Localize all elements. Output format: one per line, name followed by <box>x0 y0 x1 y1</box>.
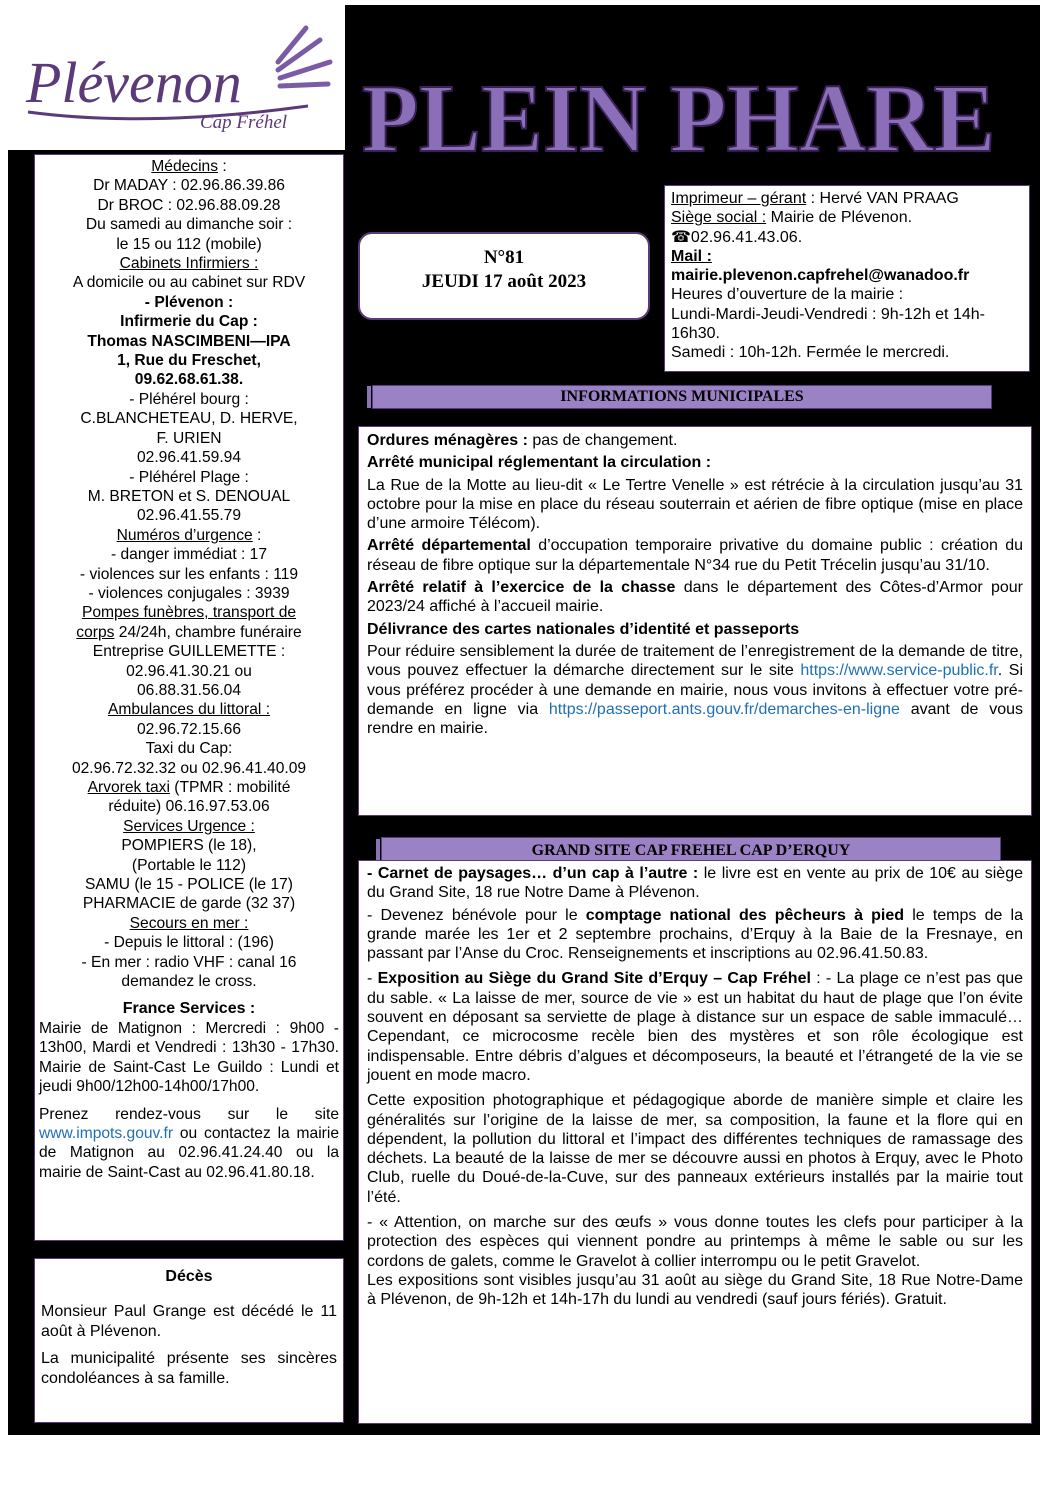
france-services-title: France Services : <box>122 1000 256 1018</box>
medecins-label: Médecins <box>151 158 219 175</box>
plage-phone: 02.96.41.55.79 <box>136 507 242 525</box>
logo-name: Plévenon <box>26 50 242 115</box>
infirmiers-line: A domicile ou au cabinet sur RDV <box>72 274 306 292</box>
france-services-text: Mairie de Matignon : Mercredi : 9h00 - 13h00, Mardi et Vendredi : 13h30 - 17h30. Mairie de Saint-Cast Le Guildo : Lundi et jeudi 9h00/12h00-14h00/17h00. <box>39 1019 339 1096</box>
grand-site-banner: GRAND SITE CAP FREHEL CAP D’ERQUY <box>381 837 1001 861</box>
urien: F. URIEN <box>156 429 222 447</box>
ambulances-label: Ambulances du littoral : <box>107 701 271 719</box>
banner-mark <box>367 386 371 408</box>
medecins-colon: : <box>218 158 227 175</box>
urgence-colon: : <box>252 526 262 544</box>
circulation-text: La Rue de la Motte au lieu-dit « Le Tertre Venelle » est rétrécie à la circulation jusqu’au 31 octobre pour la mise en place du réseau souterrain et aérien de fibre optique (mise en place d’une armoire Télécom). <box>367 476 1023 533</box>
nascimbeni: Thomas NASCIMBENI—IPA <box>87 332 291 350</box>
enfants-line: - violences sur les enfants : 119 <box>79 565 299 583</box>
arrete-dep-title: Arrêté départemental <box>367 537 531 555</box>
secours-cross: demandez le cross. <box>121 973 257 991</box>
printer-label: Imprimeur – gérant <box>671 190 807 207</box>
masthead-title <box>350 48 1040 168</box>
freschet-phone: 09.62.68.61.38. <box>134 371 244 389</box>
pompes-label-2: corps <box>76 623 115 641</box>
expo-dash: - <box>367 970 378 988</box>
cni-title: Délivrance des cartes nationales d’identité et passeports <box>367 620 800 638</box>
pompiers: POMPIERS (le 18), <box>121 837 257 855</box>
phone: ☎02.96.41.43.06. <box>671 228 803 246</box>
service-public-link[interactable]: https://www.service-public.fr <box>800 662 998 680</box>
hours-saturday: Samedi : 10h-12h. Fermée le mercredi. <box>671 344 950 362</box>
doctor-broc: Dr BROC : 02.96.88.09.28 <box>97 196 281 214</box>
breton-denoual: M. BRETON et S. DENOUAL <box>87 487 291 505</box>
cni-text-3: avant de vous rendre en mairie. <box>367 700 1023 738</box>
chasse-title: Arrêté relatif à l’exercice de la chasse <box>367 579 676 597</box>
benevole-paragraph <box>367 906 1023 964</box>
ambulances-phone: 02.96.72.15.66 <box>136 720 242 738</box>
rdv-text-1: Prenez rendez-vous sur le site <box>39 1105 339 1123</box>
pharmacie: PHARMACIE de garde (32 37) <box>82 895 296 913</box>
cni-text-2: . Si vous préférez procéder à une demande en mairie, nous vous invitons à effectuer votre pré-demande en ligne via <box>367 662 1023 718</box>
guillemette-phone-1: 02.96.41.30.21 ou <box>126 662 252 680</box>
masthead-title-text: PLEIN PHARE <box>361 63 996 168</box>
mail-label: Mail : <box>671 247 712 265</box>
expo-paragraph <box>367 969 1023 1085</box>
printer-line <box>671 189 1023 208</box>
seat-line <box>671 208 1023 227</box>
rdv-paragraph <box>39 1105 339 1183</box>
cni-text-1: Pour réduire sensiblement la durée de traitement de l’enregistrement de la demande de titre, vous pouvez effectuer la démarche directement sur le site <box>367 642 1023 680</box>
blancheteau: C.BLANCHETEAU, D. HERVE, <box>80 410 298 428</box>
urgence-label: Numéros d’urgence <box>116 526 253 544</box>
contacts-box <box>34 154 344 1241</box>
impots-link[interactable]: www.impots.gouv.fr <box>39 1124 174 1142</box>
weekend-line-2: le 15 ou 112 (mobile) <box>116 235 262 253</box>
logo-graphic <box>8 10 338 145</box>
pompes-rest: 24/24h, chambre funéraire <box>114 623 302 641</box>
danger-line: - danger immédiat : 17 <box>110 546 267 564</box>
hours-weekdays: Lundi-Mardi-Jeudi-Vendredi : 9h-12h et 14h-16h30. <box>671 305 985 343</box>
benevole-bold: comptage national des pêcheurs à pied <box>585 906 905 924</box>
pleherel-plage: - Pléhérel Plage : <box>129 468 249 486</box>
services-label: Services Urgence : <box>123 817 255 835</box>
guillemette-phone-2: 06.88.31.56.04 <box>136 681 242 699</box>
arrete-dep-text: d’occupation temporaire privative du domaine public : création du réseau de fibre optique sur la départementale N°34 rue du Petit Trécelin jusqu’au 31/10. <box>367 537 1024 574</box>
deces-text: Monsieur Paul Grange est décédé le 11 août à Plévenon. <box>41 1303 337 1340</box>
lighthouse-beam-icon <box>278 28 330 86</box>
oeufs-text: - « Attention, on marche sur des œufs » vous donne toutes les clefs pour participer à la protection des espèces qui viennent pondre au printemps à même le sable ou sur les cordons de galets, comme le Gravelot à collier interrompu ou le petit Gravelot. <box>367 1214 1023 1270</box>
secours-label: Secours en mer : <box>129 914 249 932</box>
deces-title: Décès <box>165 1268 213 1285</box>
rdv-text-2: ou contactez la mairie de Matignon au 02.96.41.24.40 ou la mairie de Saint-Cast au 02.96.41.80.18. <box>39 1124 339 1181</box>
benevole-text-1: - Devenez bénévole pour le <box>367 906 586 924</box>
doctor-maday: Dr MADAY : 02.96.86.39.86 <box>93 177 285 195</box>
portable: (Portable le 112) <box>131 856 247 874</box>
taxi-cap-phone: 02.96.72.32.32 ou 02.96.41.40.09 <box>71 759 307 777</box>
arvorek-phone: réduite) 06.16.97.53.06 <box>108 798 270 816</box>
freschet-address: 1, Rue du Freschet, <box>117 352 261 370</box>
deces-box <box>34 1258 344 1423</box>
banner-mark-2 <box>376 839 380 861</box>
pompes-label: Pompes funèbres, transport de <box>81 604 297 622</box>
issue-date: JEUDI 17 août 2023 <box>421 271 587 292</box>
circulation-title: Arrêté municipal réglementant la circulation : <box>367 454 712 472</box>
taxi-cap: Taxi du Cap: <box>145 740 233 758</box>
chasse-text: dans le département des Côtes-d’Armor pour 2023/24 affiché à l’accueil mairie. <box>367 579 1024 616</box>
pleherel-bourg: - Pléhérel bourg : <box>129 390 249 408</box>
expo-title: Exposition au Siège du Grand Site d’Erquy – Cap Fréhel <box>377 970 811 988</box>
info-banner: INFORMATIONS MUNICIPALES <box>372 385 992 409</box>
secours-littoral: - Depuis le littoral : (196) <box>104 934 274 952</box>
arvorek-rest: (TPMR : mobilité <box>169 779 291 796</box>
conjugales-line: - violences conjugales : 3939 <box>88 584 290 602</box>
hours-title: Heures d’ouverture de la mairie : <box>671 286 904 304</box>
ordures-title: Ordures ménagères : <box>367 432 528 449</box>
expo-text-2: Cette exposition photographique et pédagogique aborde de manière simple et claire les généralités sur l’origine de la laisse de mer, sa composition, la faune et la flore qui en dépendent, la pollution du littoral et l’impact des différentes techniques de ramassage des déchets. La beauté de la laisse de mer se découvre aussi en photos à Erquy, avec le Photo Club, ruelle du Doué-de-la-Cuve, sur des panneaux extérieurs installés par la mairie tout l’été. <box>367 1092 1023 1206</box>
printer-name: : Hervé VAN PRAAG <box>806 190 959 207</box>
visibles-text: Les expositions sont visibles jusqu’au 31 août au siège du Grand Site, 18 Rue Notre-Dame à Plévenon, de 9h-12h et 14h-17h du lundi au vendredi (sauf jours fériés). Gratuit. <box>367 1271 1023 1309</box>
logo-subtitle: Cap Fréhel <box>200 112 288 133</box>
samu-police: SAMU (le 15 - POLICE (le 17) <box>85 876 293 894</box>
infirmerie-label: Infirmerie du Cap : <box>120 313 258 331</box>
benevole-text-2: le temps de la grande marée les 1er et 2 septembre prochains, d’Erquy à la Baie de la Fresnaye, en passant par l’Anse du Croc. Renseignements et inscriptions au 02.96.41.50.83. <box>367 906 1023 963</box>
bourg-phone: 02.96.41.59.94 <box>136 449 242 467</box>
secours-en-mer: - En mer : radio VHF : canal 16 <box>81 953 297 971</box>
plevenon-label: - Plévenon : <box>144 293 234 311</box>
issue-info-box <box>358 232 650 320</box>
weekend-line-1: Du samedi au dimanche soir : <box>85 216 293 234</box>
carnet-text: le livre est en vente au prix de 10€ au siège du Grand Site, 18 rue Notre Dame à Plévenon. <box>367 865 1023 902</box>
info-section <box>358 426 1032 816</box>
seat-label: Siège social : <box>671 209 767 227</box>
grand-site-section <box>358 860 1032 1424</box>
expo-text: : - La plage ce n’est pas que du sable. « La laisse de mer, source de vie » est un habitat du haut de plage que l’on évite souvent en déposant sa serviette de plage à distance sur un espace de sable immaculé… Cependant, ce microcosme recèle bien des mystères et son rôle écologique est indispensable. Entre débris d’algues et décomposeurs, la beauté et l’étrangeté de la vie se jouent en mode macro. <box>367 970 1024 1084</box>
plevenon-logo <box>8 10 338 145</box>
carnet-title: - Carnet de paysages… d’un cap à l’autre : <box>367 865 699 882</box>
arvorek-label: Arvorek taxi <box>87 779 170 796</box>
ants-link[interactable]: https://passeport.ants.gouv.fr/demarches-en-ligne <box>548 700 900 718</box>
infirmiers-label: Cabinets Infirmiers : <box>119 255 259 273</box>
guillemette: Entreprise GUILLEMETTE : <box>92 643 286 661</box>
seat-value: Mairie de Plévenon. <box>766 209 913 227</box>
condoleances-text: La municipalité présente ses sincères condoléances à sa famille. <box>41 1350 337 1387</box>
cni-paragraph <box>367 642 1023 738</box>
issue-number: N°81 <box>483 247 525 268</box>
ordures-text: pas de changement. <box>527 432 678 449</box>
mail-address[interactable]: mairie.plevenon.capfrehel@wanadoo.fr <box>671 267 970 285</box>
publisher-info-box <box>664 185 1030 372</box>
